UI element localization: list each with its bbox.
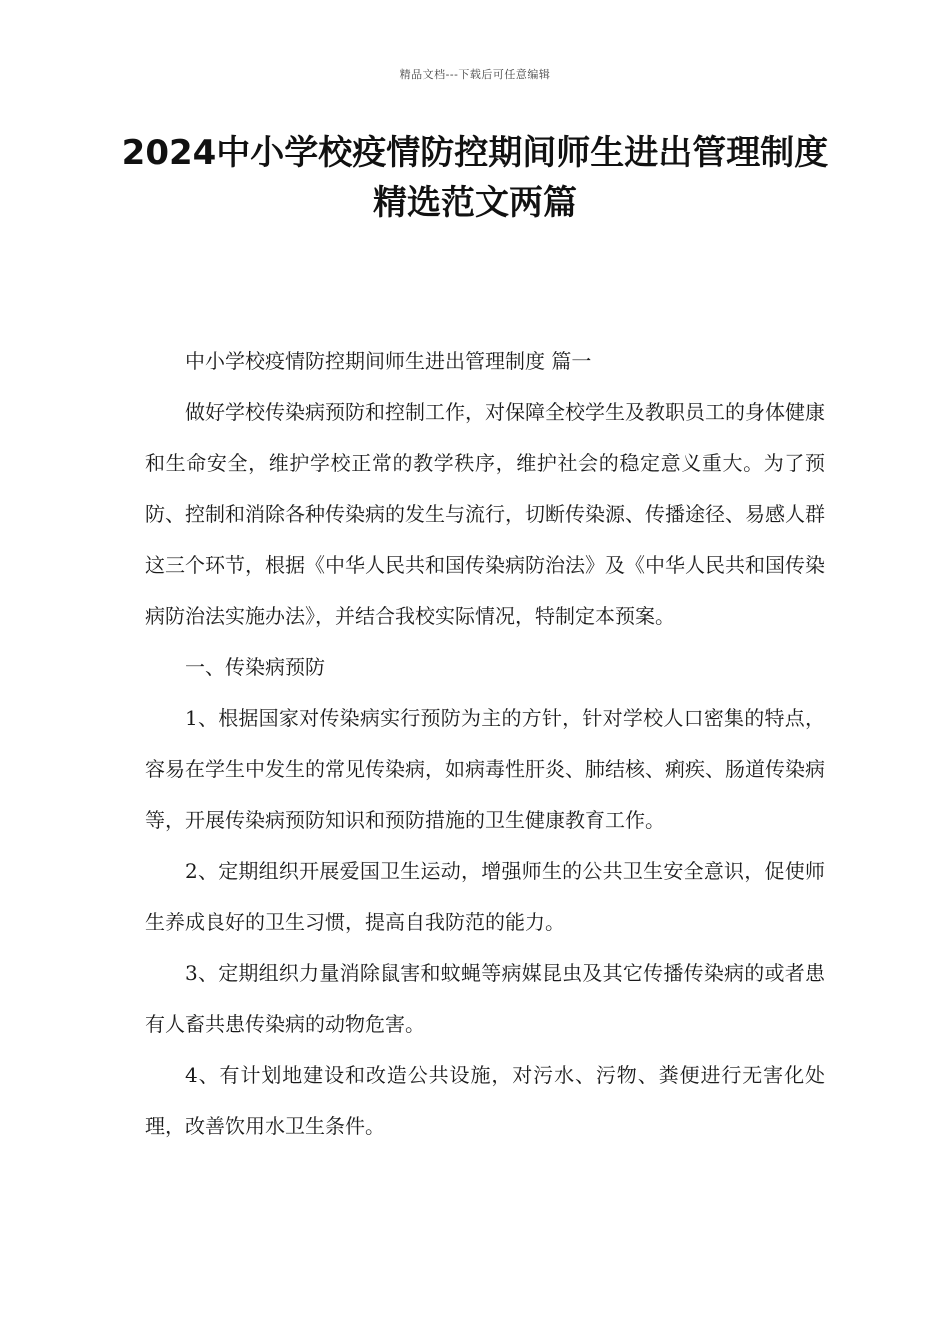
document-title: 2024中小学校疫情防控期间师生进出管理制度精选范文两篇 [121,133,829,223]
document-body [145,336,825,1152]
section-heading: 中小学校疫情防控期间师生进出管理制度 篇一 [185,349,592,373]
paragraph-intro: 做好学校传染病预防和控制工作，对保障全校学生及教职员工的身体健康和生命安全，维护学校正常的教学秩序，维护社会的稳定意义重大。为了预防、控制和消除各种传染病的发生与流行，切断传染源、传播途径、易感人群这三个环节，根据《中华人民共和国传染病防治法》及《中华人民共和国传染病防治法实施办法》，并结合我校实际情况，特制定本预案。 [145,400,825,628]
paragraph-item-1: 1、根据国家对传染病实行预防为主的方针，针对学校人口密集的特点，容易在学生中发生的常见传染病，如病毒性肝炎、肺结核、痢疾、肠道传染病等，开展传染病预防知识和预防措施的卫生健康教育工作。 [145,706,825,832]
header-note: 精品文档---下载后可任意编辑 [399,68,551,81]
paragraph-item-4: 4、有计划地建设和改造公共设施，对污水、污物、粪便进行无害化处理，改善饮用水卫生条件。 [145,1063,825,1138]
subsection-heading: 一、传染病预防 [185,655,325,679]
paragraph-item-2: 2、定期组织开展爱国卫生运动，增强师生的公共卫生安全意识，促使师生养成良好的卫生习惯，提高自我防范的能力。 [145,859,825,934]
paragraph-item-3: 3、定期组织力量消除鼠害和蚊蝇等病媒昆虫及其它传播传染病的或者患有人畜共患传染病的动物危害。 [145,961,825,1036]
